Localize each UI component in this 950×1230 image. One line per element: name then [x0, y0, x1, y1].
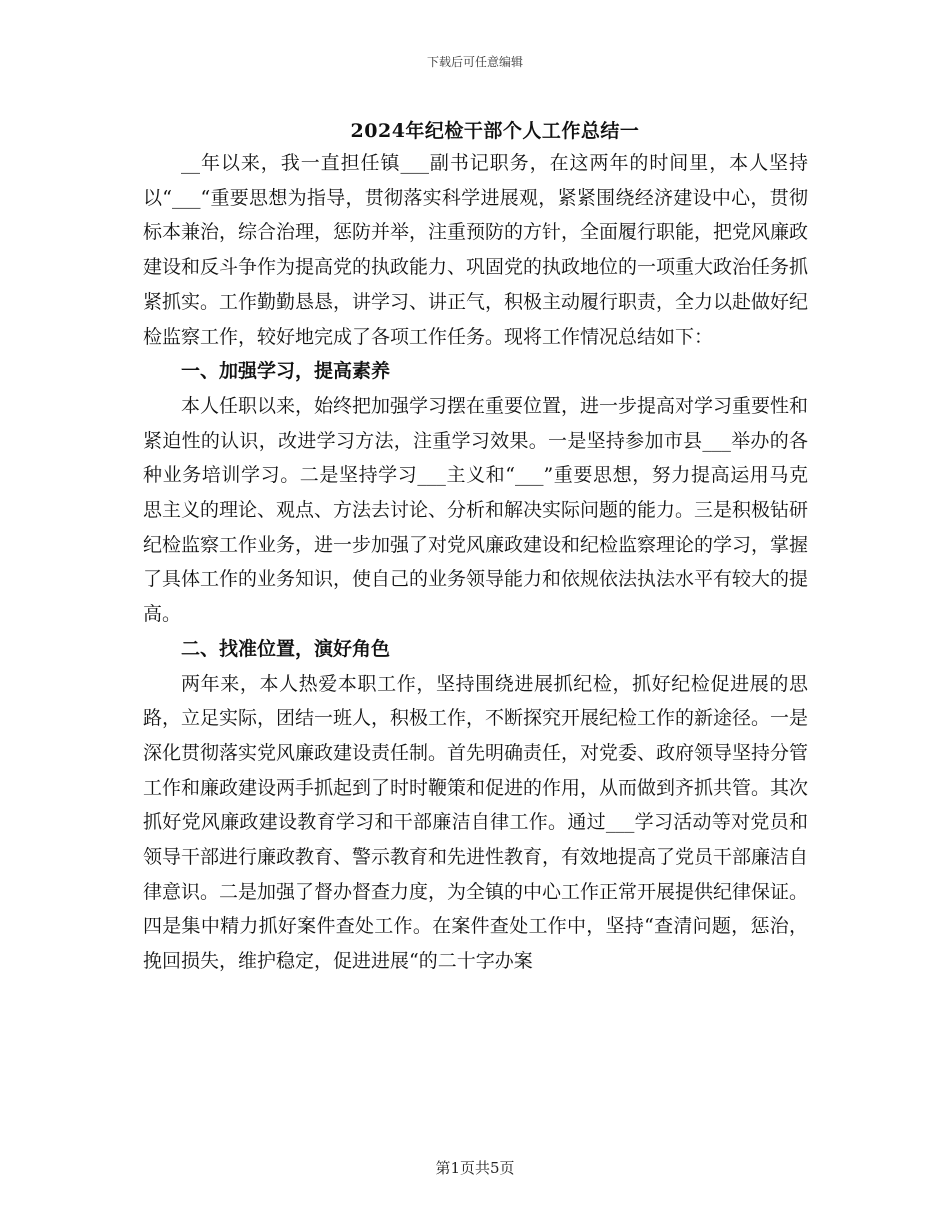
page-number-footer: 第1页共5页 [435, 1159, 515, 1177]
document-title: 2024年纪检干部个人工作总结一 [350, 120, 640, 142]
section-heading-1: 一、加强学习，提高素养 [181, 360, 391, 383]
document-body [143, 146, 808, 979]
section-heading-2: 二、找准位置，演好角色 [181, 637, 391, 660]
section-2-paragraph: 两年来，本人热爱本职工作，坚持围绕进展抓纪检，抓好纪检促进展的思路，立足实际，团结一班人，积极工作，不断探究开展纪检工作的新途径。一是深化贯彻落实党风廉政建设责任制。首先明确责任，对党委、政府领导坚持分管工作和廉政建设两手抓起到了时时鞭策和促进的作用，从而做到齐抓共管。其次抓好党风廉政建设教育学习和干部廉洁自律工作。通过___学习活动等对党员和领导干部进行廉政教育、警示教育和先进性教育，有效地提高了党员干部廉洁自律意识。二是加强了督办督查力度，为全镇的中心工作正常开展提供纪律保证。四是集中精力抓好案件查处工作。在案件查处工作中，坚持“查清问题，惩治，挽回损失，维护稳定，促进进展“的二十字办案 [143, 672, 809, 973]
header-note: 下载后可任意编辑 [426, 55, 523, 69]
section-1-paragraph: 本人任职以来，始终把加强学习摆在重要位置，进一步提高对学习重要性和紧迫性的认识，改进学习方法，注重学习效果。一是坚持参加市县___举办的各种业务培训学习。二是坚持学习___主义和“___”重要思想，努力提高运用马克思主义的理论、观点、方法去讨论、分析和解决实际问题的能力。三是积极钻研纪检监察工作业务，进一步加强了对党风廉政建设和纪检监察理论的学习，掌握了具体工作的业务知识，使自己的业务领导能力和依规依法执法水平有较大的提高。 [143, 394, 809, 626]
intro-paragraph: __年以来，我一直担任镇___副书记职务，在这两年的时间里，本人坚持以“___“重要思想为指导，贯彻落实科学进展观，紧紧围绕经济建设中心，贯彻标本兼治，综合治理，惩防并举，注重预防的方针，全面履行职能，把党风廉政建设和反斗争作为提高党的执政能力、巩固党的执政地位的一项重大政治任务抓紧抓实。工作勤勤恳恳，讲学习、讲正气，积极主动履行职责，全力以赴做好纪检监察工作，较好地完成了各项工作任务。现将工作情况总结如下： [143, 152, 809, 348]
